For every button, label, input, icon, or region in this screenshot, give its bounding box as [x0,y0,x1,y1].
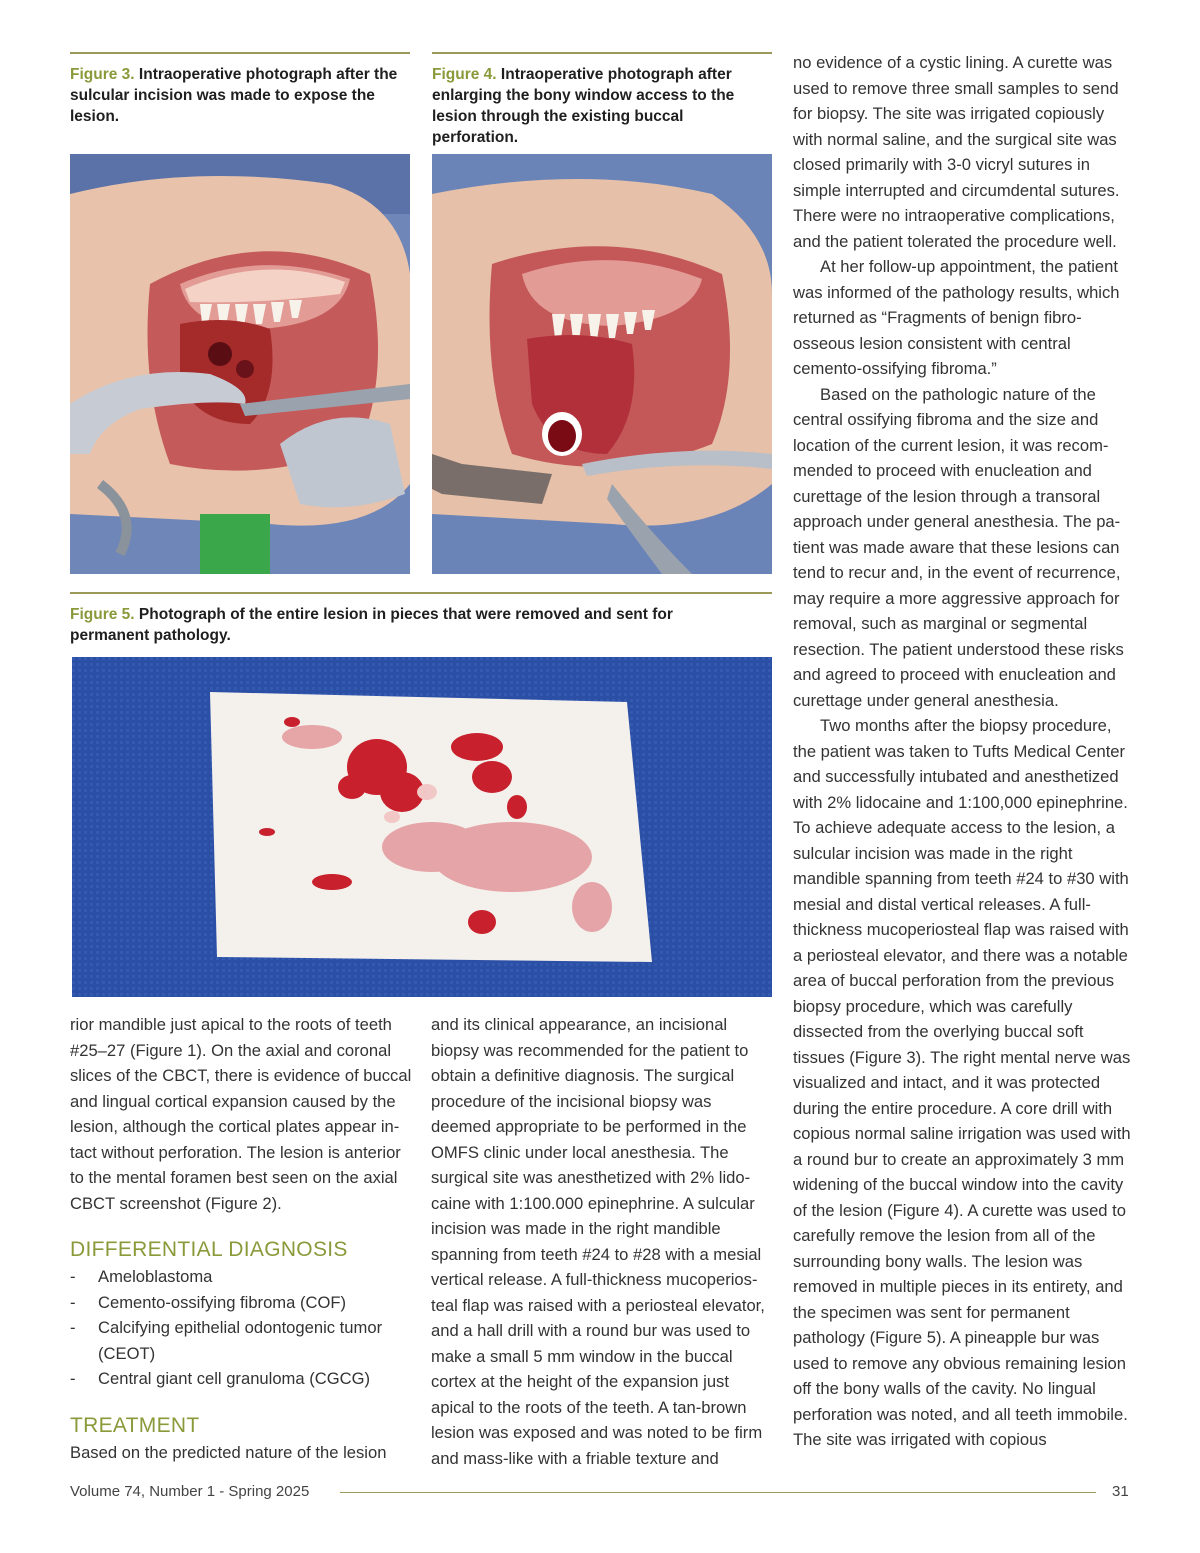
text-column-1 [70,1012,412,1465]
fig3-rule [70,52,410,54]
col3-paragraph-2: At her follow-up appointment, the patient was informed of the pathology results, which returned as “Fragments of benign fibro-osseous lesion consistent with central cemento-ossifying fibroma.” [793,257,1120,378]
col1-paragraph-1: rior mandible just apical to the roots of teeth #25–27 (Figure 1). On the axial and coronal slices of the CBCT, there is evidence of buccal and lingual cortical expansion caused by the lesion, although the cortical plates appear intact without perforation. The lesion is anterior to the mental foramen best seen on the axial CBCT screenshot (Figure 2). [70,1015,412,1213]
text-column-2 [431,1012,773,1471]
fig4-rule [432,52,772,54]
text-column-3 [793,50,1135,1453]
figure-5-text: Photograph of the entire lesion in pieces that were removed and sent for permanent pathology. [70,606,673,644]
differential-diagnosis-heading: DIFFERENTIAL DIAGNOSIS [70,1238,348,1261]
list-item: - Cemento-ossifying fibroma (COF) [70,1290,412,1316]
fig5-rule [70,592,772,594]
figure-3-caption [70,64,415,127]
figure-3-label: Figure 3. [70,66,135,83]
col3-paragraph-4: Two months after the biopsy procedure, the patient was taken to Tufts Medical Center and successfully intubated and anesthetized with 2% lidocaine and 1:100,000 epinephrine. To achieve adequate access to the lesion, a sulcular incision was made in the right mandible spanning from teeth #24 to #30 with mesial and distal vertical releases. A full-thickness mucoperiosteal flap was raised with a periosteal elevator, and there was a notable area of buccal perforation from the previous biopsy procedure, which was carefully dissected from the overlying buccal soft tissues (Figure 3). The right mental nerve was visualized and intact, and it was protected during the entire procedure. A core drill with copious normal saline irrigation was used with a round bur to create an approximately 3 mm widening of the buccal window into the cavity of the lesion (Figure 4). A curette was used to carefully remove the lesion from all of the surrounding bony walls. The lesion was removed in multiple pieces in its entirety, and the specimen was sent for permanent pathology (Figure 5). A pineapple bur was used to remove any obvious remaining lesion off the bony walls of the cavity. No lingual perforation was noted, and all teeth immobile. The site was irrigated with copious [793,716,1131,1449]
figure-5-image [72,657,772,997]
figure-4-caption [432,64,767,148]
figure-5-caption [70,604,730,646]
list-item: - Ameloblastoma [70,1264,412,1290]
list-item: - Calcifying epithelial odontogenic tumor (CEOT) [70,1315,412,1366]
figure-3-text: Intraoperative photograph after the sulcular incision was made to expose the lesion. [70,66,398,125]
footer-rule [340,1492,1096,1493]
figure-3-image [70,154,410,574]
figure-4-text: Intraoperative photograph after enlarging the bony window access to the lesion through the existing buccal perforation. [432,66,735,146]
figure-4-image [432,154,772,574]
figure-5-photo [72,657,772,997]
footer-issue: Volume 74, Number 1 - Spring 2025 [70,1483,310,1500]
figure-4-photo [432,154,772,574]
col2-paragraph-1: and its clinical appearance, an incisional biopsy was recommended for the patient to obtain a definitive diagnosis. The surgical procedure of the incisional biopsy was deemed appropriate to be performed in the OMFS clinic under local anesthesia. The surgical site was anesthetized with 2% lidocaine with 1:100.000 epinephrine. A sulcular incision was made in the right mandible spanning from teeth #24 to #28 with a mesial vertical release. A full-thickness mucoperiosteal flap was raised with a periosteal elevator, and a hall drill with a round bur was used to make a small 5 mm window in the buccal cortex at the height of the expansion just apical to the roots of the teeth. A tan-brown lesion was exposed and was noted to be firm and mass-like with a friable texture and [431,1015,765,1468]
diagnosis-list [70,1264,412,1392]
figure-4-label: Figure 4. [432,66,497,83]
treatment-heading: TREATMENT [70,1413,200,1437]
figure-3-photo [70,154,410,574]
figure-5-label: Figure 5. [70,606,135,623]
col3-paragraph-3: Based on the pathologic nature of the central ossifying fibroma and the size and location of the current lesion, it was recommended to proceed with enucleation and curettage of the lesion through a transoral approach under general anesthesia. The patient was made aware that these lesions can tend to recur and, in the event of recurrence, may require a more aggressive approach for removal, such as marginal or segmental resection. The patient understood these risks and agreed to proceed with enucleation and curettage under general anesthesia. [793,384,1124,710]
page-number: 31 [1112,1483,1129,1500]
col3-paragraph-1: no evidence of a cystic lining. A curette was used to remove three small samples to send for biopsy. The site was irrigated copiously with normal saline, and the surgical site was closed primarily with 3-0 vicryl sutures in simple interrupted and circumdental sutures. There were no intraoperative complications, and the patient tolerated the procedure well. [793,53,1120,251]
col1-paragraph-2: Based on the predicted nature of the lesion [70,1442,387,1462]
list-item: - Central giant cell granuloma (CGCG) [70,1366,412,1392]
